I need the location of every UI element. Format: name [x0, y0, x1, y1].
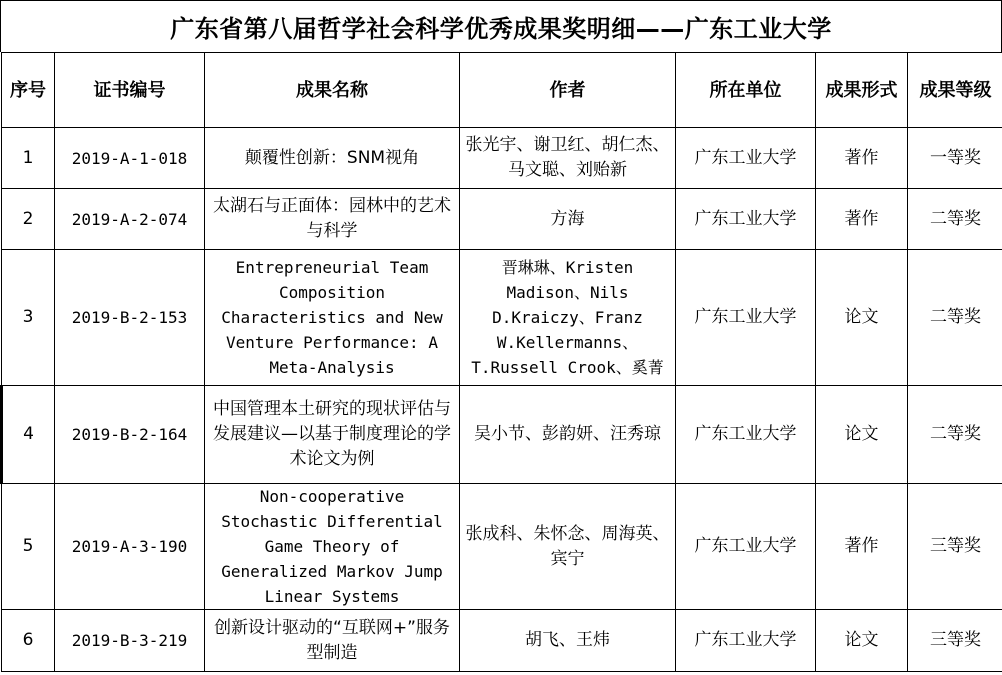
cell-form: 论文: [816, 386, 908, 484]
cell-form: 著作: [816, 189, 908, 250]
cell-seq: 6: [2, 610, 55, 672]
table-row: [2, 386, 1002, 484]
cell-seq: 1: [2, 128, 55, 189]
cell-cert: 2019-B-2-164: [55, 386, 205, 484]
cell-unit: 广东工业大学: [676, 610, 816, 672]
header-cert: 证书编号: [55, 53, 205, 128]
table-row: [2, 189, 1002, 250]
cell-author: 张成科、朱怀念、周海英、宾宁: [460, 484, 676, 610]
cell-cert: 2019-B-3-219: [55, 610, 205, 672]
cell-unit: 广东工业大学: [676, 250, 816, 386]
cell-form: 著作: [816, 128, 908, 189]
header-unit: 所在单位: [676, 53, 816, 128]
cell-grade: 二等奖: [908, 250, 1002, 386]
header-seq: 序号: [2, 53, 55, 128]
page-title: 广东省第八届哲学社会科学优秀成果奖明细——广东工业大学: [0, 0, 1002, 52]
cell-name: 太湖石与正面体：园林中的艺术与科学: [205, 189, 460, 250]
cell-seq: 5: [2, 484, 55, 610]
cell-unit: 广东工业大学: [676, 386, 816, 484]
cell-author: 胡飞、王炜: [460, 610, 676, 672]
header-author: 作者: [460, 53, 676, 128]
cell-name: 颠覆性创新：SNM视角: [205, 128, 460, 189]
cell-cert: 2019-A-2-074: [55, 189, 205, 250]
table-row: [2, 128, 1002, 189]
cell-grade: 二等奖: [908, 386, 1002, 484]
cell-name: Non-cooperative Stochastic Differential Game Theory of Generalized Markov Jump Linear Systems: [205, 484, 460, 610]
cell-name: 创新设计驱动的“互联网+”服务型制造: [205, 610, 460, 672]
cell-unit: 广东工业大学: [676, 484, 816, 610]
cell-cert: 2019-A-3-190: [55, 484, 205, 610]
cell-author: 吴小节、彭韵妍、汪秀琼: [460, 386, 676, 484]
cell-unit: 广东工业大学: [676, 128, 816, 189]
cell-author: 张光宇、谢卫红、胡仁杰、马文聪、刘贻新: [460, 128, 676, 189]
cell-grade: 一等奖: [908, 128, 1002, 189]
table-row: [2, 250, 1002, 386]
cell-grade: 三等奖: [908, 610, 1002, 672]
header-form: 成果形式: [816, 53, 908, 128]
header-name: 成果名称: [205, 53, 460, 128]
table-row: [2, 484, 1002, 610]
header-row: [2, 53, 1002, 128]
cell-grade: 三等奖: [908, 484, 1002, 610]
cell-author: 晋琳琳、Kristen Madison、Nils D.Kraiczy、Franz W.Kellermanns、T.Russell Crook、奚菁: [460, 250, 676, 386]
cell-cert: 2019-A-1-018: [55, 128, 205, 189]
cell-seq: 4: [2, 386, 55, 484]
cell-unit: 广东工业大学: [676, 189, 816, 250]
cell-seq: 2: [2, 189, 55, 250]
table-row: [2, 610, 1002, 672]
cell-name: 中国管理本土研究的现状评估与发展建议—以基于制度理论的学术论文为例: [205, 386, 460, 484]
header-grade: 成果等级: [908, 53, 1002, 128]
cell-name: Entrepreneurial Team Composition Characteristics and New Venture Performance: A Meta-Analysis: [205, 250, 460, 386]
cell-form: 论文: [816, 610, 908, 672]
cell-seq: 3: [2, 250, 55, 386]
cell-form: 论文: [816, 250, 908, 386]
cell-grade: 二等奖: [908, 189, 1002, 250]
cell-author: 方海: [460, 189, 676, 250]
cell-form: 著作: [816, 484, 908, 610]
awards-table: [0, 52, 1002, 672]
cell-cert: 2019-B-2-153: [55, 250, 205, 386]
